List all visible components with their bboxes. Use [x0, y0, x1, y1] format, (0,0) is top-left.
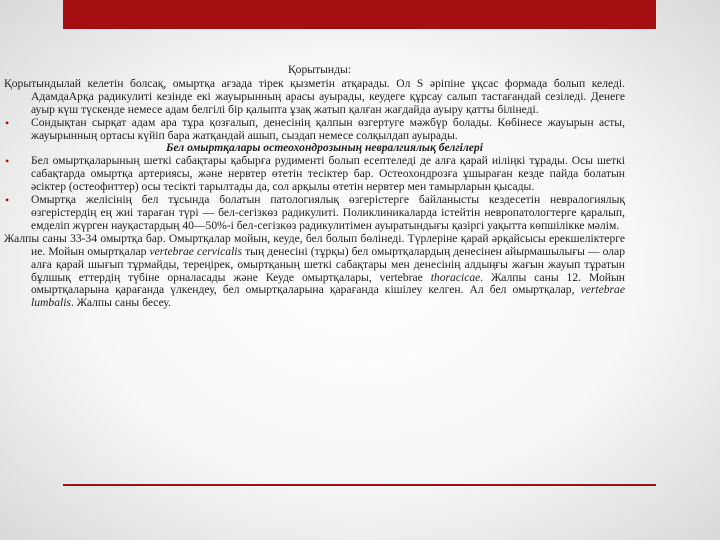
- document-body: [4, 64, 625, 310]
- bullet-icon: •: [5, 193, 10, 208]
- final-text-4: . Жалпы саны бесеу.: [70, 296, 171, 310]
- bullet-icon: •: [5, 115, 10, 130]
- conclusion-heading: Қорытынды:: [287, 63, 352, 76]
- term-thoracicae: thoracicae: [430, 270, 481, 284]
- final-text-1: Жалпы саны 33-34 омыртқа бар. Омыртқалар мойын, кеуде, бел болып бөлінеді. Түрлеріне қарай әрқайсысы ерекшеліктерге ие. Мойын омыртқалар: [4, 231, 625, 258]
- section-subheading: Бел омыртқалары остеохондрозының невралгиялық белгілері: [166, 141, 483, 155]
- final-text-2: тың денесіні (тұрқы) бел омыртқалардың денесінен айырмашылығы — олар алға қарай шығып тұрмайды, тереңірек, омыртқаның шеткі сабақтары мен денесінің алдыңғы жағын жауып тұратын бұлшық еттердің түбіне орналасады және Кеуде омыртқалары, vertebrae: [31, 244, 625, 284]
- term-lumbalis: vertebrae lumbalis: [31, 283, 625, 310]
- bullet-paragraph-3: [4, 194, 625, 233]
- bottom-accent-rule: [63, 484, 656, 486]
- top-accent-bar: [63, 0, 656, 29]
- bullet-icon: •: [5, 154, 10, 169]
- final-paragraph: [4, 233, 625, 310]
- bullet-text-3: Омыртқа желісінің бел тұсында болатын патологиялық өзгерістерге байланысты кездесетін невралогиялық өзгерістердің ең жиі тараған түрі — бел-сегізкөз радикулиті. Поликлиникаларда істейтін невропатологтерге қаралып, емделіп жүрген науқастардың 40—50%-і бел-сегізкөз радикулитімен ауыратындығы қазіргі уақытта көпшілікке мәлім.: [31, 193, 625, 232]
- final-text-3: . Жалпы саны 12. Мойын омыртқаларына қарағанда үлкендеу, бел омыртқаларына қарағанда кішілеу келген. Ал бел омыртқалар,: [31, 270, 625, 297]
- bullet-paragraph-1: [4, 117, 625, 143]
- intro-paragraph: Қорытындылай келетін болсақ, омыртқа ағзада тірек қызметін атқарады. Ол S әріпіне ұқсас формада болып келеді. АдамдаАрқа радикулиті кезінде екі жауырынның арасы ауырады, кеудеге құрсау салып тастағандай сезіледі. Денеге ауыр күш түскенде немесе адам белгілі бір қалыпта ұзақ жатып қалған жағдайда ауыру қатты білінеді.: [4, 76, 625, 116]
- bullet-text-1: Сондықтан сырқат адам ара тұра қозғалып, денесінің қалпын өзгертуге мәжбүр болады. Көбінесе жауырын асты, жауырынның ортасы күйіп бара жатқандай ашып, сыздап немесе солқылдап ауырады.: [31, 115, 625, 142]
- bullet-paragraph-2: [4, 155, 625, 194]
- term-cervicalis: vertebrae cervicalis: [149, 244, 243, 258]
- bullet-text-2: Бел омыртқаларының шеткі сабақтары қабырға рудименті болып есептеледі де алға қарай иіліңкі тұрады. Осы шеткі сабақтарда омыртқа артериясы, және нервтер өтетін тесіктер бар. Остеохондрозға ұшыраған кезде пайда болатын әсіктер (остеофиттер) осы тесікті тарылтады да, сол арқылы өтетін нервтер мен тамырларын қысады.: [31, 154, 625, 194]
